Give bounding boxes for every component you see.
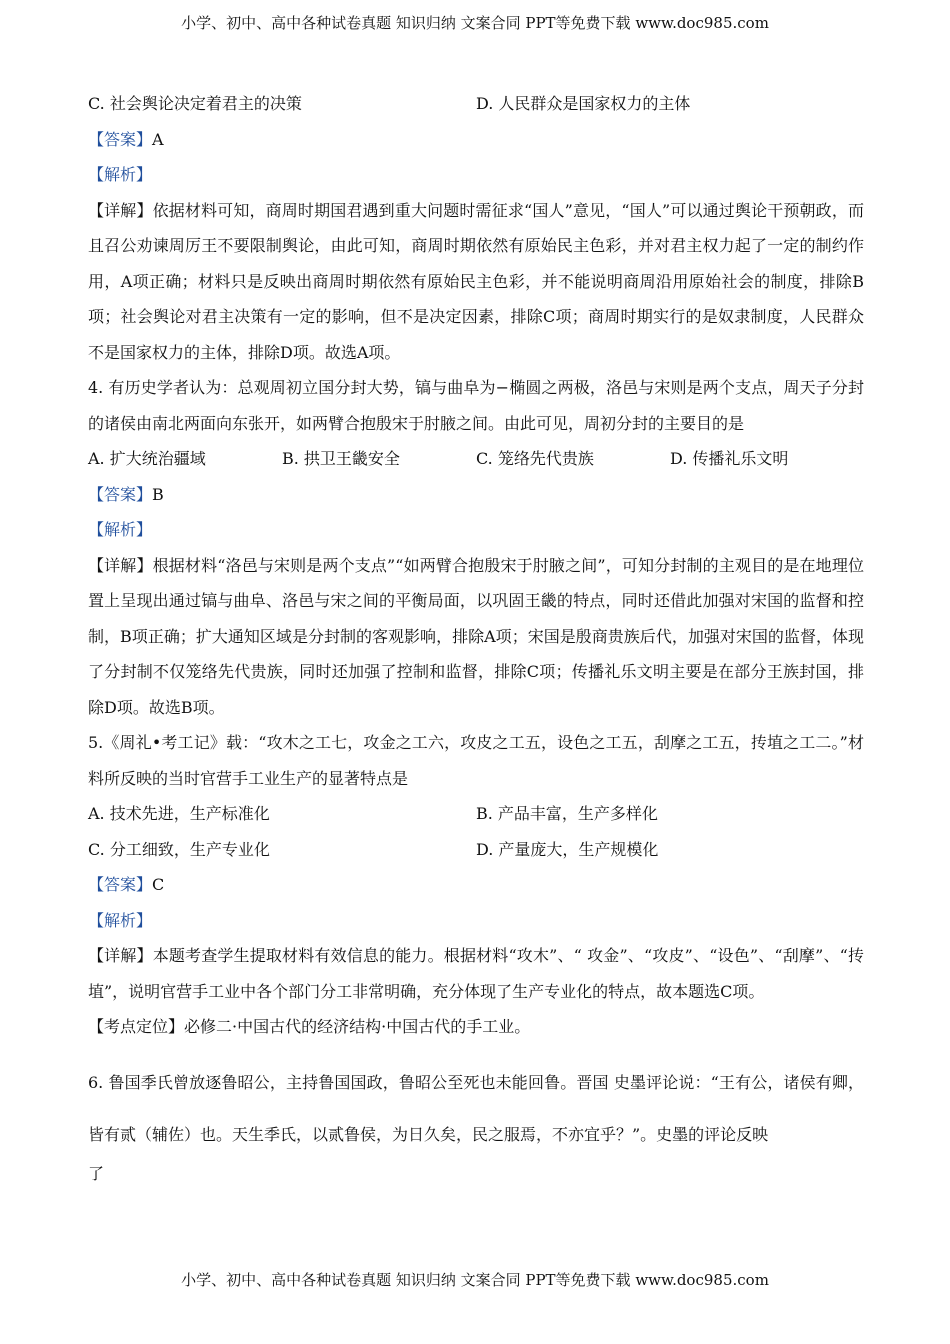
detail-text: 本题考查学生提取材料有效信息的能力。根据材料“攻木”、“ 攻金”、“攻皮”、“设色”、“刮摩”、“抟埴”，说明官营手工业中各个部门分工非常明确，充分体现了生产专业化的特点，故本题选C项。 [88,946,864,1001]
answer-value: C [152,875,165,894]
detail-text: 根据材料“洛邑与宋则是两个支点”“如两臂合抱殷宋于肘腋之间”，可知分封制的主观目的是在地理位置上呈现出通过镐与曲阜、洛邑与宋之间的平衡局面，以巩固王畿的特点，同时还借此加强对宋国的监督和控制，B项正确；扩大通知区域是分封制的客观影响，排除A项；宋国是殷商贵族后代，加强对宋国的监督，体现了分封制不仅笼络先代贵族，同时还加强了控制和监督，排除C项；传播礼乐文明主要是在部分王族封国，排除D项。故选B项。 [88,555,864,717]
q6-stem-last: 了 [88,1163,105,1183]
detail-label: 【详解】 [88,946,153,965]
q6-stem-main: 6. 鲁国季氏曾放逐鲁昭公，主持鲁国国政，鲁昭公至死也未能回鲁。晋国 史墨评论说：“王有公，诸侯有卿，皆有贰（辅佐）也。天生季氏，以贰鲁侯，为日久矣，民之服焉，不亦宜乎？”。史墨的评论反映 [88,1072,864,1144]
q5-knowledge-point [88,1009,864,1045]
answer-value: B [152,484,164,504]
q4-stem: 4. 有历史学者认为：总观周初立国分封大势，镐与曲阜为−椭圆之两极，洛邑与宋则是两个支点，周天子分封的诸侯由南北两面向东张开，如两臂合抱殷宋于肘腋之间。由此可见，周初分封的主要目的是 [88,378,864,433]
q4-option-d: D. 传播礼乐文明 [670,449,789,468]
q5-option-b: B. 产品丰富，生产多样化 [476,804,658,823]
document-body [88,86,864,1187]
q5-options-row-1 [88,796,864,832]
answer-value: A [152,129,164,149]
page-header: 小学、初中、高中各种试卷真题 知识归纳 文案合同 PPT等免费下载 www.doc985.com [181,14,769,32]
detail-label: 【详解】 [88,200,153,220]
q5-option-a: A. 技术先进，生产标准化 [88,804,270,823]
answer-label: 【答案】 [88,484,153,504]
page-footer: 小学、初中、高中各种试卷真题 知识归纳 文案合同 PPT等免费下载 www.doc985.com [181,1271,769,1289]
q3-answer [88,122,864,158]
q3-analysis-label: 【解析】 [88,165,153,184]
q4-option-b: B. 拱卫王畿安全 [282,449,400,468]
q5-answer [88,867,864,903]
detail-text: 依据材料可知，商周时期国君遇到重大问题时需征求“国人”意见，“国人”可以通过舆论干预朝政，而且召公劝谏周厉王不要限制舆论，由此可知，商周时期依然有原始民主色彩，并对君主权力起了一定的制约作用，A项正确；材料只是反映出商周时期依然有原始民主色彩，并不能说明商周沿用原始社会的制度，排除B项；社会舆论对君主决策有一定的影响，但不是决定因素，排除C项；商周时期实行的是奴隶制度，人民群众不是国家权力的主体，排除D项。故选A项。 [88,200,864,362]
answer-label: 【答案】 [88,875,153,894]
q5-analysis-label: 【解析】 [88,910,153,930]
q3-option-d: D. 人民群众是国家权力的主体 [476,94,691,113]
q4-option-c: C. 笼络先代贵族 [476,449,594,468]
q3-options-row [88,86,864,122]
q4-answer [88,477,864,513]
q3-detail [88,193,864,371]
detail-label: 【详解】 [88,555,153,575]
q4-option-a: A. 扩大统治疆域 [88,449,206,468]
q4-analysis-label: 【解析】 [88,520,153,539]
q4-detail [88,548,864,726]
q5-option-c: C. 分工细致，生产专业化 [88,839,270,859]
q5-options-row-2 [88,832,864,868]
q4-options-row [88,441,864,477]
q5-option-d: D. 产量庞大，生产规模化 [476,839,659,859]
knowledge-point-label: 【考点定位】 [88,1017,185,1036]
q3-option-c: C. 社会舆论决定着君主的决策 [88,94,302,113]
answer-label: 【答案】 [88,129,153,149]
knowledge-point-text: 必修二·中国古代的经济结构·中国古代的手工业。 [184,1017,531,1036]
q5-detail [88,938,864,1009]
q6-stem [88,1057,864,1187]
q5-stem: 5.《周礼•考工记》载：“攻木之工七，攻金之工六，攻皮之工五，设色之工五，刮摩之工五，抟埴之工二。”材料所反映的当时官营手工业生产的显著特点是 [88,733,864,788]
